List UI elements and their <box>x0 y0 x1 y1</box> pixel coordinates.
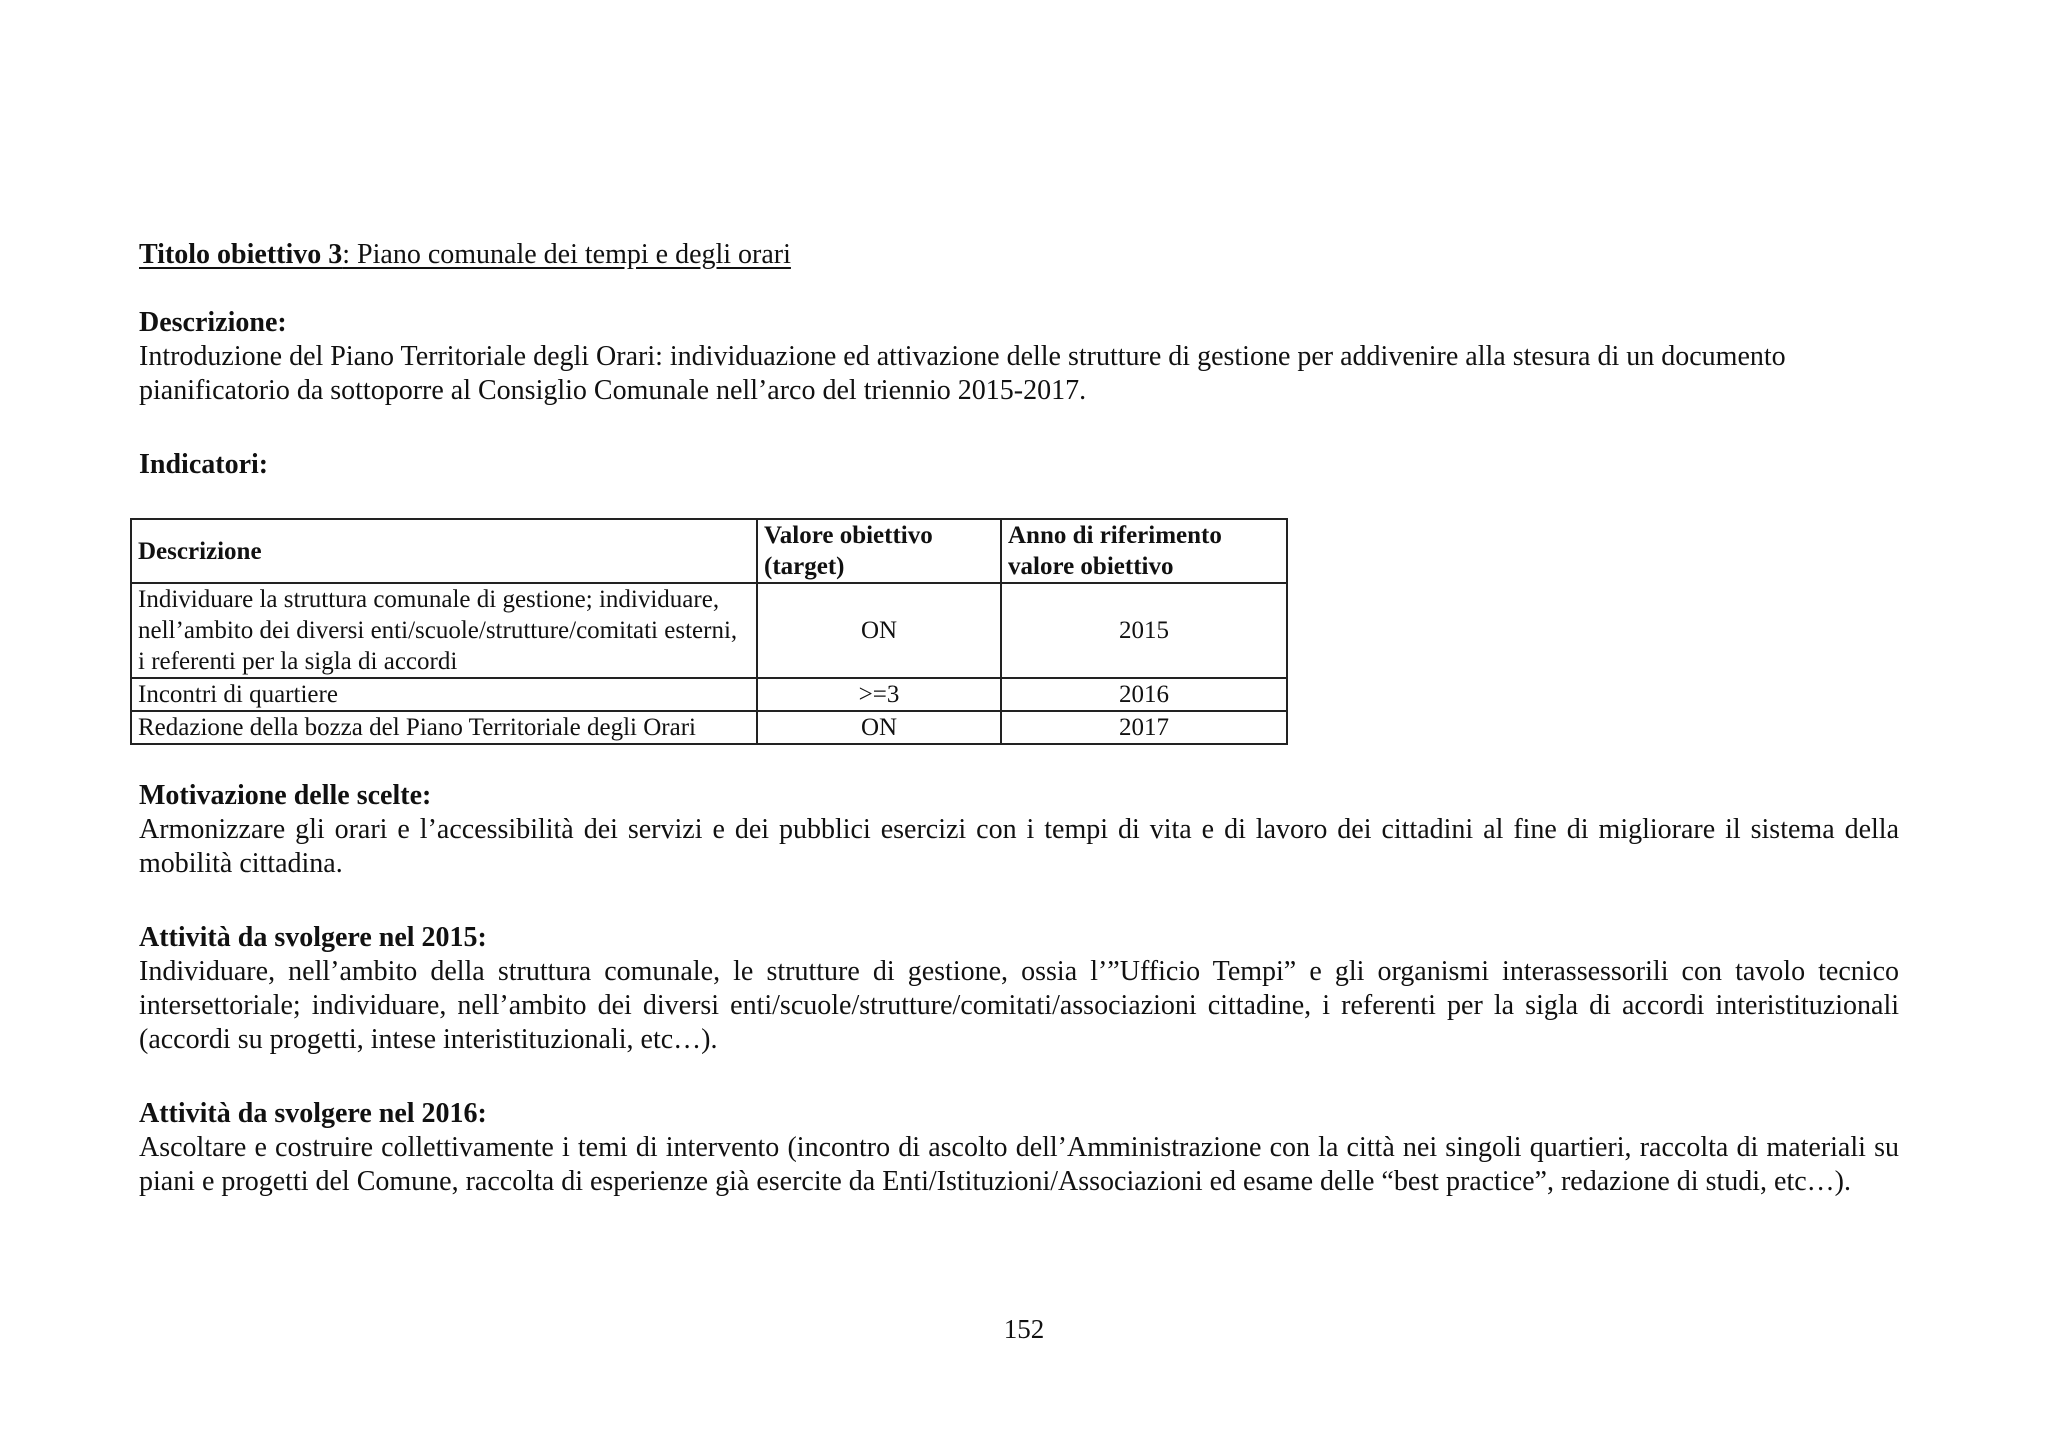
row-valore: ON <box>757 583 1001 678</box>
descrizione-heading: Descrizione: <box>139 307 287 338</box>
table-header-row <box>131 519 1287 583</box>
row-valore: ON <box>757 711 1001 744</box>
attivita-2016-text: Ascoltare e costruire collettivamente i temi di intervento (incontro di ascolto dell’Amministrazione con la città nei singoli quartieri, raccolta di materiali su piani e progetti del Comune, raccolta di esperienze già esercite da Enti/Istituzioni/Associazioni ed esame delle “best practice”, redazione di studi, etc…). <box>139 1132 1899 1197</box>
objective-title-text: : Piano comunale dei tempi e degli orari <box>342 239 791 270</box>
attivita-2015-text: Individuare, nell’ambito della struttura comunale, le strutture di gestione, ossia l’”Ufficio Tempi” e gli organismi interassessorili con tavolo tecnico intersettoriale; individuare, nell’ambito dei diversi enti/scuole/strutture/comitati/associazioni cittadine, i referenti per la sigla di accordi interistituzionali (accordi su progetti, intese interistituzionali, etc…). <box>139 956 1899 1055</box>
objective-title <box>139 238 1899 272</box>
table-row <box>131 678 1287 711</box>
row-descrizione: Incontri di quartiere <box>131 678 757 711</box>
indicatori-table <box>130 518 1288 745</box>
row-anno: 2016 <box>1001 678 1287 711</box>
descrizione-text: Introduzione del Piano Territoriale degli Orari: individuazione ed attivazione delle strutture di gestione per addivenire alla stesura di un documento pianificatorio da sottoporre al Consiglio Comunale nell’arco del triennio 2015-2017. <box>139 341 1786 406</box>
row-valore: >=3 <box>757 678 1001 711</box>
page-number: 152 <box>1003 1314 1045 1344</box>
row-descrizione: Redazione della bozza del Piano Territoriale degli Orari <box>131 711 757 744</box>
header-valore-obiettivo: Valore obiettivo (target) <box>757 519 1001 583</box>
document-page <box>139 238 1899 1199</box>
attivita-2016-heading: Attività da svolgere nel 2016: <box>139 1098 487 1129</box>
motivazione-heading: Motivazione delle scelte: <box>139 780 432 811</box>
table-row <box>131 583 1287 678</box>
indicatori-heading: Indicatori: <box>139 449 269 480</box>
objective-title-label: Titolo obiettivo 3 <box>139 239 343 270</box>
motivazione-text: Armonizzare gli orari e l’accessibilità dei servizi e dei pubblici esercizi con i tempi di vita e di lavoro dei cittadini al fine di migliorare il sistema della mobilità cittadina. <box>139 814 1899 879</box>
header-anno-riferimento: Anno di riferimento valore obiettivo <box>1001 519 1287 583</box>
header-descrizione: Descrizione <box>131 519 757 583</box>
attivita-2015-heading: Attività da svolgere nel 2015: <box>139 922 487 953</box>
row-descrizione: Individuare la struttura comunale di gestione; individuare, nell’ambito dei diversi enti/scuole/strutture/comitati esterni, i referenti per la sigla di accordi <box>131 583 757 678</box>
row-anno: 2015 <box>1001 583 1287 678</box>
row-anno: 2017 <box>1001 711 1287 744</box>
table-row <box>131 711 1287 744</box>
